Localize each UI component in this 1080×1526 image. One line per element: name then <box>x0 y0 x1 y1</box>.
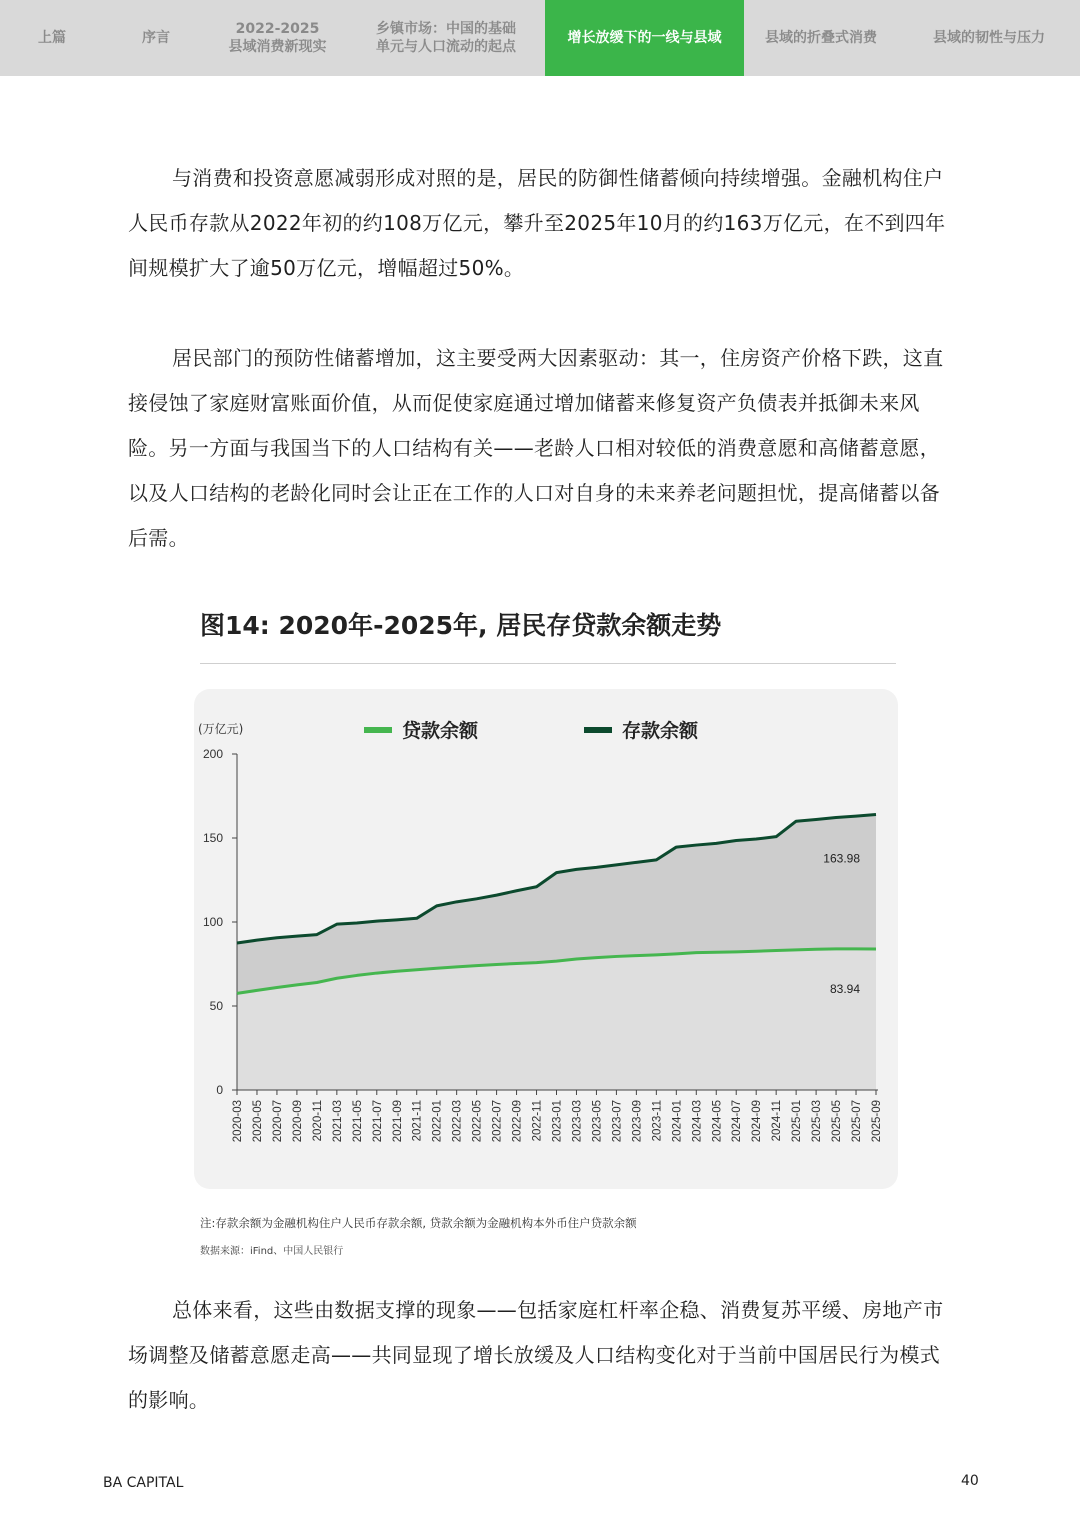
paragraph-savings: 与消费和投资意愿减弱形成对照的是，居民的防御性储蓄倾向持续增强。金融机构住户人民币存款从2022年初的约108万亿元，攀升至2025年10月的约163万亿元，在不到四年间规模扩大了逾50万亿元，增幅超过50%。 <box>128 166 946 280</box>
y-axis-unit: (万亿元) <box>198 722 244 736</box>
x-tick-label: 2020-03 <box>232 1100 244 1143</box>
nav-tab-label: 县域的折叠式消费 <box>765 30 877 46</box>
nav-tab-5[interactable] <box>545 0 744 76</box>
x-tick-label: 2025-09 <box>871 1100 883 1143</box>
x-tick-label: 2020-09 <box>291 1100 304 1143</box>
y-tick-label: 200 <box>202 747 223 761</box>
x-tick-label: 2025-01 <box>791 1100 804 1143</box>
paragraph-summary: 总体来看，这些由数据支撑的现象——包括家庭杠杆率企稳、消费复苏平缓、房地产市场调整及储蓄意愿走高——共同显现了增长放缓及人口结构变化对于当前中国居民行为模式的影响。 <box>128 1298 944 1412</box>
x-tick-label: 2021-07 <box>371 1100 384 1143</box>
nav-tab-label: 县域消费新现实 <box>228 39 327 55</box>
y-tick-label: 100 <box>202 915 223 929</box>
title-divider <box>200 663 896 664</box>
deposit-end-label: 163.98 <box>823 851 860 866</box>
nav-tab-label: 县域的韧性与压力 <box>933 30 1045 46</box>
x-tick-label: 2025-05 <box>831 1100 844 1143</box>
top-navigation <box>0 0 1080 76</box>
y-tick-label: 50 <box>209 999 223 1013</box>
x-tick-label: 2022-07 <box>491 1100 504 1143</box>
x-tick-label: 2023-05 <box>591 1100 604 1143</box>
nav-tab-label: 单元与人口流动的起点 <box>376 39 516 55</box>
figure-title: 图14: 2020年-2025年, 居民存贷款余额走势 <box>200 611 722 640</box>
nav-tab-3[interactable] <box>208 0 347 76</box>
x-tick-label: 2024-01 <box>671 1100 684 1143</box>
x-tick-label: 2024-11 <box>771 1100 784 1142</box>
x-tick-label: 2022-09 <box>511 1100 524 1143</box>
nav-tab-6[interactable] <box>744 0 898 76</box>
x-tick-label: 2020-05 <box>251 1100 264 1143</box>
legend-label-loan: 贷款余额 <box>402 720 479 742</box>
nav-tab-4[interactable] <box>347 0 545 76</box>
x-tick-label: 2025-03 <box>811 1100 824 1143</box>
legend-label-deposit: 存款余额 <box>622 720 699 742</box>
nav-tab-label: 2022-2025 <box>235 21 320 37</box>
x-tick-label: 2024-03 <box>691 1100 704 1143</box>
x-tick-label: 2023-09 <box>631 1100 644 1143</box>
x-tick-label: 2021-09 <box>391 1100 404 1143</box>
nav-tab-1[interactable] <box>0 0 104 76</box>
loan-end-label: 83.94 <box>829 981 860 996</box>
x-tick-label: 2022-01 <box>431 1100 444 1143</box>
nav-tab-label: 序言 <box>142 30 170 46</box>
nav-tab-7[interactable] <box>898 0 1080 76</box>
x-tick-label: 2023-11 <box>651 1100 664 1142</box>
deposit-loan-area-chart <box>194 689 898 1189</box>
figure-source: 数据来源：iFind、中国人民银行 <box>200 1246 344 1257</box>
x-tick-label: 2022-11 <box>531 1100 544 1142</box>
y-tick-label: 150 <box>202 831 223 845</box>
x-tick-label: 2022-03 <box>451 1100 464 1143</box>
page-number: 40 <box>961 1473 979 1489</box>
figure-note: 注:存款余额为金融机构住户人民币存款余额, 贷款余额为金融机构本外币住户贷款余额 <box>200 1216 637 1230</box>
nav-tab-label: 增长放缓下的一线与县域 <box>567 30 722 46</box>
x-tick-label: 2023-07 <box>611 1100 624 1143</box>
nav-tab-label: 乡镇市场：中国的基础 <box>376 21 516 37</box>
x-tick-label: 2025-07 <box>851 1100 864 1143</box>
x-tick-label: 2024-07 <box>731 1100 744 1143</box>
x-tick-label: 2021-05 <box>351 1100 364 1143</box>
nav-tab-label: 上篇 <box>38 30 66 46</box>
x-tick-label: 2023-03 <box>571 1100 584 1143</box>
legend-swatch-deposit <box>584 727 612 733</box>
x-tick-label: 2024-09 <box>751 1100 764 1143</box>
x-tick-label: 2021-11 <box>411 1100 424 1142</box>
footer-brand: BA CAPITAL <box>103 1475 184 1491</box>
x-tick-label: 2023-01 <box>551 1100 564 1143</box>
x-tick-label: 2021-03 <box>331 1100 344 1143</box>
x-tick-label: 2020-07 <box>271 1100 284 1143</box>
x-tick-label: 2020-11 <box>311 1100 324 1142</box>
x-tick-label: 2024-05 <box>711 1100 724 1143</box>
y-tick-label: 0 <box>216 1083 223 1097</box>
x-tick-label: 2022-05 <box>471 1100 484 1143</box>
paragraph-drivers: 居民部门的预防性储蓄增加，这主要受两大因素驱动：其一，住房资产价格下跌，这直接侵蚀了家庭财富账面价值，从而促使家庭通过增加储蓄来修复资产负债表并抵御未来风险。另一方面与我国当下的人口结构有关——老龄人口相对较低的消费意愿和高储蓄意愿，以及人口结构的老龄化同时会让正在工作的人口对自身的未来养老问题担忧，提高储蓄以备后需。 <box>128 346 944 550</box>
nav-tab-2[interactable] <box>104 0 208 76</box>
legend-swatch-loan <box>364 727 392 733</box>
chart-panel <box>194 689 898 1189</box>
